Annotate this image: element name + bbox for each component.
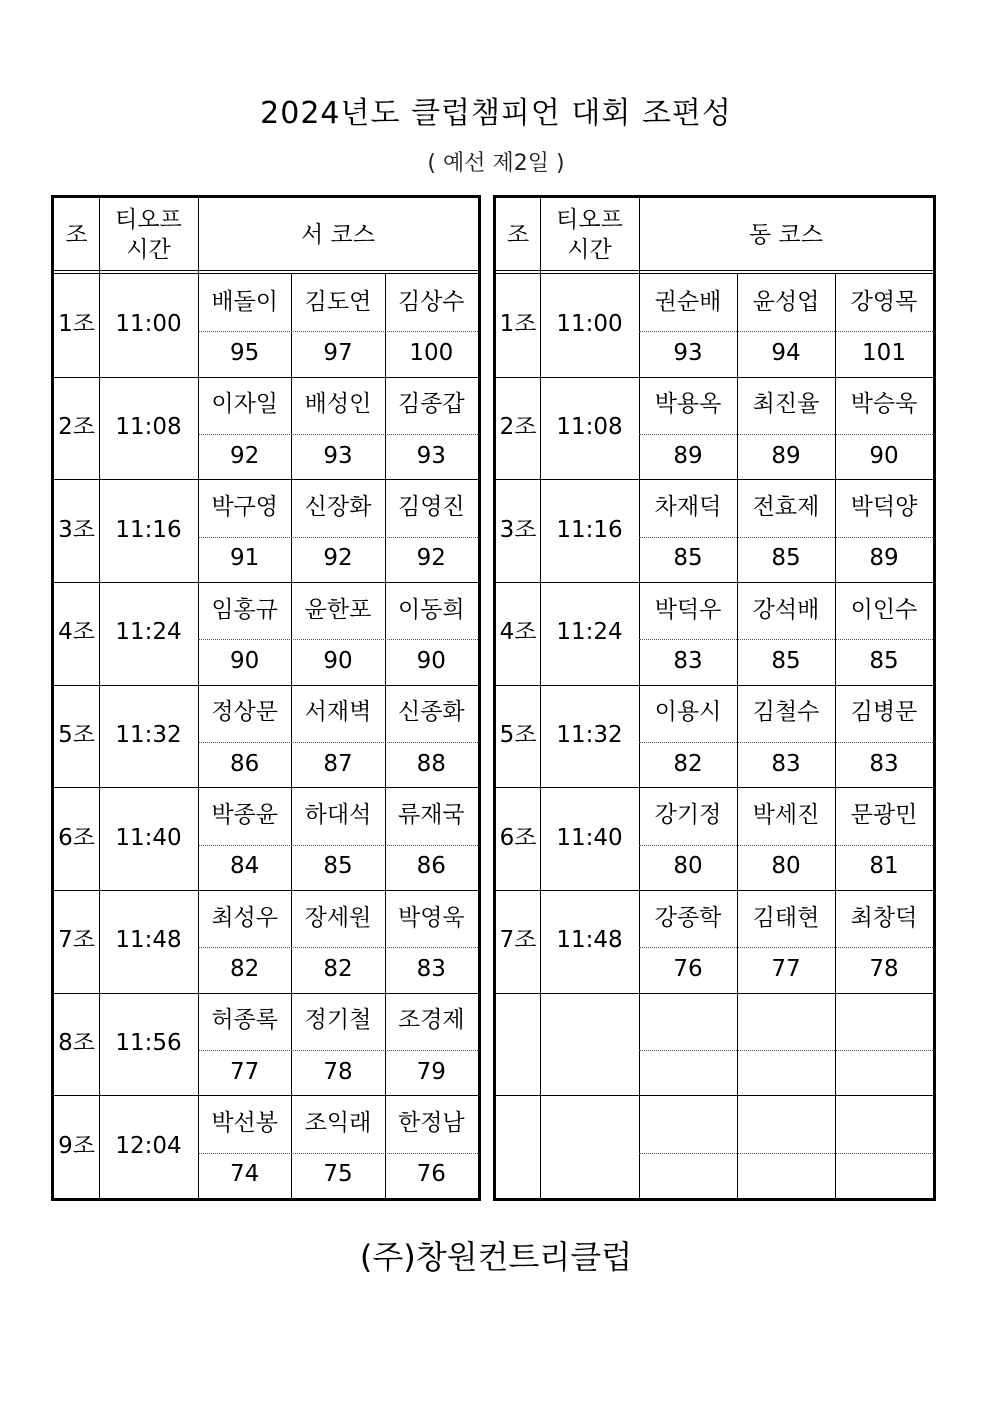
east-player-name: 박세진: [752, 802, 820, 829]
west-player-score: 76: [416, 1161, 446, 1188]
east-player-name: 김태현: [752, 904, 820, 931]
west-player-name: 정기철: [304, 1007, 372, 1034]
page-title: 2024년도 클럽챔피언 대회 조편성: [260, 96, 732, 131]
east-player-name: 문광민: [850, 802, 918, 829]
west-player-score: 92: [323, 545, 353, 572]
west-player-name: 한정남: [397, 1110, 465, 1137]
west-tee-time: 11:16: [115, 516, 182, 543]
east-player-score: [639, 1153, 737, 1198]
west-player-score: 82: [230, 956, 260, 983]
east-player-name: 권순배: [654, 288, 722, 315]
east-player-score: [835, 1153, 933, 1198]
west-player-score: 79: [416, 1058, 446, 1085]
east-group-label: 7조: [499, 927, 537, 954]
west-player-score: 78: [323, 1058, 353, 1085]
west-player-name: 이자일: [211, 391, 278, 418]
west-group-label: 5조: [58, 722, 95, 749]
east-group-label: 2조: [499, 414, 537, 441]
east-group-label: [496, 993, 540, 1096]
east-tee-time: 11:48: [556, 927, 623, 954]
east-player-score: 81: [869, 853, 899, 880]
west-player-score: 84: [230, 853, 260, 880]
west-player-score: 88: [416, 750, 446, 777]
west-player-score: 92: [416, 545, 446, 572]
east-player-score: 83: [869, 750, 899, 777]
west-player-name: 박구영: [211, 494, 278, 521]
east-player-name: 전효제: [752, 494, 820, 521]
east-player-name: [639, 1095, 737, 1152]
west-player-score: 87: [323, 750, 353, 777]
west-player-name: 김상수: [397, 288, 465, 315]
west-tee-time: 11:32: [115, 722, 182, 749]
east-player-name: 최창덕: [850, 904, 918, 931]
west-player-name: 장세원: [304, 904, 372, 931]
west-player-name: 하대석: [304, 802, 372, 829]
west-player-score: 74: [230, 1161, 260, 1188]
west-player-score: 82: [323, 956, 353, 983]
east-player-name: [737, 1095, 835, 1152]
page-subtitle: ( 예선 제2일 ): [427, 151, 565, 176]
east-header-course: 동 코스: [749, 222, 823, 249]
west-player-score: 93: [323, 442, 353, 469]
east-player-score: [639, 1050, 737, 1095]
west-tee-time: 11:48: [115, 927, 182, 954]
east-player-name: [835, 993, 933, 1050]
west-player-name: 김종갑: [397, 391, 465, 418]
east-player-score: 76: [673, 956, 703, 983]
west-header-course: 서 코스: [301, 222, 375, 249]
east-player-score: 101: [862, 340, 906, 367]
east-player-score: 85: [673, 545, 703, 572]
east-group-label: [496, 1095, 540, 1198]
west-player-score: 77: [230, 1058, 260, 1085]
west-group-label: 9조: [58, 1132, 95, 1159]
west-player-score: 86: [230, 750, 260, 777]
east-player-score: 78: [869, 956, 899, 983]
east-tee-time: [540, 993, 639, 1096]
east-player-score: 89: [673, 442, 703, 469]
west-player-name: 박선봉: [211, 1110, 278, 1137]
west-player-name: 이동희: [397, 596, 465, 623]
west-course-table: [51, 195, 481, 1201]
east-player-score: 80: [673, 853, 703, 880]
east-group-label: 6조: [499, 824, 537, 851]
west-player-name: 정상문: [211, 699, 278, 726]
east-tee-time: [540, 1095, 639, 1198]
west-player-score: 86: [416, 853, 446, 880]
west-group-label: 8조: [58, 1030, 95, 1057]
east-player-score: 89: [869, 545, 899, 572]
east-group-label: 4조: [499, 619, 537, 646]
east-player-name: [835, 1095, 933, 1152]
east-tee-time: 11:08: [556, 414, 623, 441]
east-player-score: [737, 1153, 835, 1198]
west-tee-time: 12:04: [115, 1132, 182, 1159]
west-header-group: 조: [65, 222, 88, 249]
east-player-name: 강석배: [752, 596, 820, 623]
west-player-name: 허종록: [211, 1007, 278, 1034]
west-player-name: 윤한포: [304, 596, 372, 623]
west-player-name: 조경제: [397, 1007, 465, 1034]
east-player-score: 83: [771, 750, 801, 777]
west-player-score: 95: [230, 340, 260, 367]
east-player-score: 83: [673, 648, 703, 675]
east-player-name: 윤성업: [752, 288, 820, 315]
west-header-tee-time: 티오프 시간: [115, 207, 182, 263]
west-player-score: 91: [230, 545, 260, 572]
east-course-table: [493, 195, 936, 1201]
west-player-name: 신장화: [304, 494, 372, 521]
west-player-name: 임홍규: [211, 596, 278, 623]
west-player-name: 최성우: [211, 904, 278, 931]
west-group-label: 3조: [58, 516, 95, 543]
east-group-label: 5조: [499, 722, 537, 749]
east-player-score: 94: [771, 340, 801, 367]
east-player-name: 박용옥: [654, 391, 722, 418]
west-player-score: 93: [416, 442, 446, 469]
east-tee-time: 11:24: [556, 619, 623, 646]
west-tee-time: 11:00: [115, 311, 182, 338]
east-player-score: [737, 1050, 835, 1095]
east-player-name: 차재덕: [654, 494, 722, 521]
west-tee-time: 11:40: [115, 824, 182, 851]
west-player-name: 조익래: [304, 1110, 372, 1137]
west-group-label: 4조: [58, 619, 95, 646]
east-player-score: 85: [869, 648, 899, 675]
east-player-score: 90: [869, 442, 899, 469]
east-player-name: 박승욱: [850, 391, 918, 418]
east-player-name: 김철수: [752, 699, 820, 726]
east-player-score: 93: [673, 340, 703, 367]
east-player-name: [639, 993, 737, 1050]
east-tee-time: 11:16: [556, 516, 623, 543]
west-player-name: 배돌이: [211, 288, 278, 315]
west-player-score: 85: [323, 853, 353, 880]
west-tee-time: 11:24: [115, 619, 182, 646]
west-group-label: 6조: [58, 824, 95, 851]
west-player-name: 박영욱: [397, 904, 465, 931]
club-name: (주)창원컨트리클럽: [359, 1238, 633, 1276]
east-tee-time: 11:00: [556, 311, 623, 338]
east-player-score: [835, 1050, 933, 1095]
west-player-score: 100: [409, 340, 454, 367]
east-player-score: 80: [771, 853, 801, 880]
west-player-name: 김도연: [304, 288, 372, 315]
west-player-name: 박종윤: [211, 802, 278, 829]
west-player-score: 90: [323, 648, 353, 675]
east-group-label: 3조: [499, 516, 537, 543]
east-player-score: 85: [771, 648, 801, 675]
west-player-name: 류재국: [397, 802, 465, 829]
east-player-score: 85: [771, 545, 801, 572]
east-tee-time: 11:32: [556, 722, 623, 749]
west-tee-time: 11:08: [115, 414, 182, 441]
west-player-score: 83: [416, 956, 446, 983]
east-header-tee-time: 티오프 시간: [556, 207, 623, 263]
west-player-name: 서재벽: [304, 699, 372, 726]
west-player-name: 배성인: [304, 391, 372, 418]
east-player-name: [737, 993, 835, 1050]
east-player-score: 82: [673, 750, 703, 777]
west-group-label: 1조: [58, 311, 95, 338]
west-player-score: 92: [230, 442, 260, 469]
east-tee-time: 11:40: [556, 824, 623, 851]
west-player-score: 75: [323, 1161, 353, 1188]
west-group-label: 2조: [58, 414, 95, 441]
east-player-name: 강종학: [654, 904, 722, 931]
west-tee-time: 11:56: [115, 1030, 182, 1057]
west-player-name: 김영진: [397, 494, 465, 521]
east-player-name: 박덕우: [654, 596, 722, 623]
east-player-name: 김병문: [850, 699, 918, 726]
west-player-score: 90: [230, 648, 260, 675]
east-player-name: 강영목: [850, 288, 918, 315]
east-player-name: 이용시: [654, 699, 722, 726]
east-header-group: 조: [506, 222, 530, 249]
west-player-score: 97: [323, 340, 353, 367]
east-player-score: 89: [771, 442, 801, 469]
west-group-label: 7조: [58, 927, 95, 954]
east-player-name: 강기정: [654, 802, 722, 829]
west-player-name: 신종화: [397, 699, 465, 726]
east-player-score: 77: [771, 956, 801, 983]
east-player-name: 박덕양: [850, 494, 918, 521]
west-player-score: 90: [416, 648, 446, 675]
east-player-name: 이인수: [850, 596, 918, 623]
east-player-name: 최진율: [752, 391, 820, 418]
east-group-label: 1조: [499, 311, 537, 338]
